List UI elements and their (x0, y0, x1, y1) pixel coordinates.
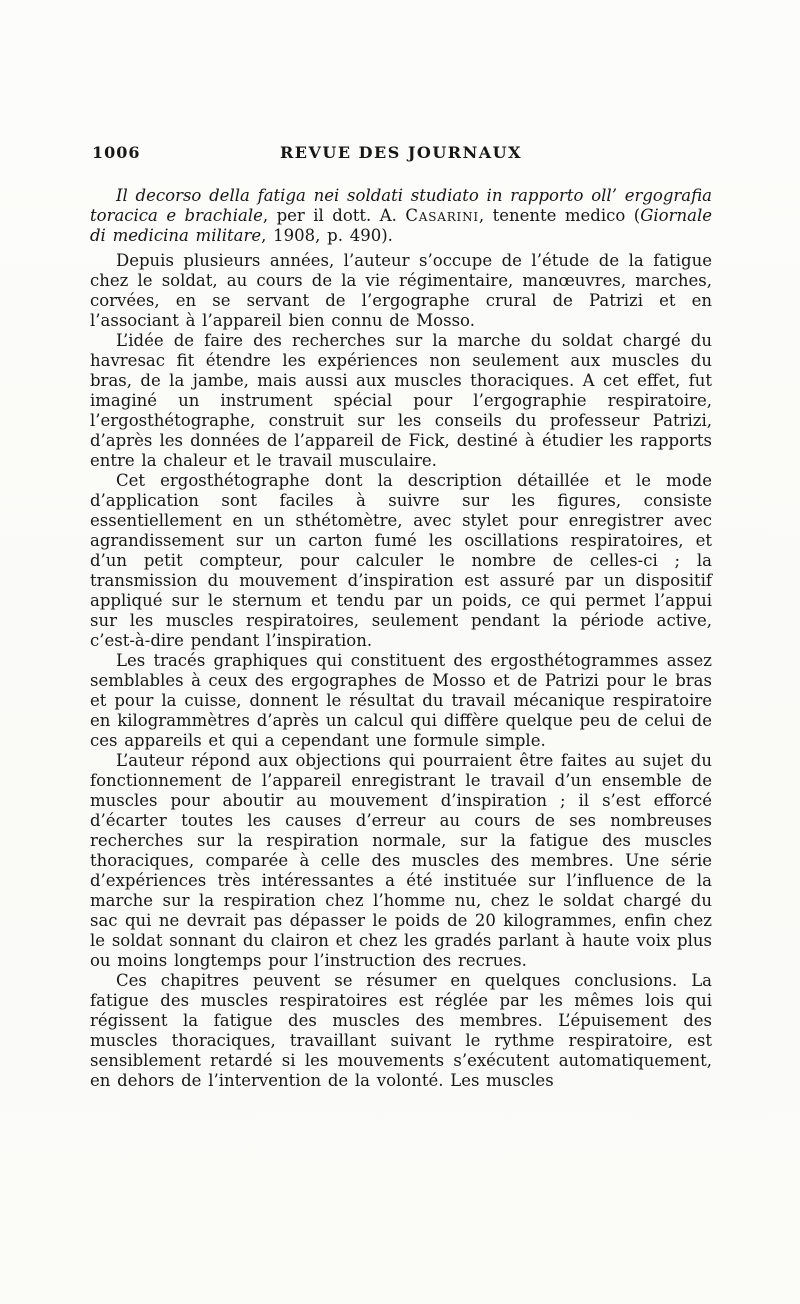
running-title: REVUE DES JOURNAUX (280, 143, 522, 162)
text-block (90, 143, 712, 1091)
citation-role: , tenente medico ( (478, 206, 641, 225)
page-number: 1006 (92, 143, 141, 162)
citation-paragraph (90, 186, 712, 246)
citation-journal: Giornale di medicina militare (90, 206, 712, 245)
body-paragraph-1: Depuis plusieurs années, l’auteur s’occupe de l’étude de la fatigue chez le soldat, au cours de la vie régimentaire, manœuvres, marches, corvées, en se servant de l’ergographe crural de Patrizi et en l’associant à l’appareil bien connu de Mosso. (90, 251, 712, 330)
body-paragraph-5: L’auteur répond aux objections qui pourraient être faites au sujet du fonctionnement de l’appareil enregistrant le travail d’un ensemble de muscles pour aboutir au mouvement d’inspiration ; il s’est efforcé d’écarter toutes les causes d’erreur au cours de ses nombreuses recherches sur la respiration normale, sur la fatigue des muscles thoraciques, comparée à celle des muscles des membres. Une série d’expériences très intéressantes a été instituée sur l’influence de la marche sur la respiration chez l’homme nu, chez le soldat chargé du sac qui ne devrait pas dépasser le poids de 20 kilogrammes, enfin chez le soldat sonnant du clairon et chez les gradés parlant à haute voix plus ou moins longtemps pour l’instruction des recrues. (90, 751, 712, 970)
article-body (90, 186, 712, 1091)
body-paragraph-4: Les tracés graphiques qui constituent des ergosthétogrammes assez semblables à ceux des ergographes de Mosso et de Patrizi pour le bras et pour la cuisse, donnent le résultat du travail mécanique respiratoire en kilogrammètres d’après un calcul qui diffère quelque peu de celui de ces appareils et qui a cependant une formule simple. (90, 651, 712, 750)
body-paragraph-3: Cet ergosthétographe dont la description détaillée et le mode d’application sont faciles à suivre sur les figures, consiste essentiellement en un sthétomètre, avec stylet pour enregistrer avec agrandissement sur un carton fumé les oscillations respiratoires, et d’un petit compteur, pour calculer le nombre de celles-ci ; la transmission du mouvement d’inspiration est assuré par un dispositif appliqué sur le sternum et tendu par un poids, ce qui permet l’appui sur les muscles respiratoires, seulement pendant la période active, c’est-à-dire pendant l’inspiration. (90, 471, 712, 650)
body-paragraph-6: Ces chapitres peuvent se résumer en quelques conclusions. La fatigue des muscles respiratoires est réglée par les mêmes lois qui régissent la fatigue des muscles des membres. L’épuisement des muscles thoraciques, travaillant suivant le rythme respiratoire, est sensiblement retardé si les mouvements s’exécutent automatiquement, en dehors de l’intervention de la volonté. Les muscles (90, 971, 712, 1090)
citation-reference: , 1908, p. 490). (261, 226, 393, 245)
citation-byline: , per il dott. A. (262, 206, 406, 225)
citation-title: Il decorso della fatiga nei soldati studiato in rapporto oll’ ergografia toracica e brachiale (90, 186, 712, 225)
page-header (90, 143, 712, 163)
citation-author: Casarini (405, 206, 479, 225)
body-paragraph-2: L’idée de faire des recherches sur la marche du soldat chargé du havresac fit étendre les expériences non seulement aux muscles du bras, de la jambe, mais aussi aux muscles thoraciques. A cet effet, fut imaginé un instrument spécial pour l’ergographie respiratoire, l’ergosthétographe, construit sur les conseils du professeur Patrizi, d’après les données de l’appareil de Fick, destiné à étudier les rapports entre la chaleur et le travail musculaire. (90, 331, 712, 470)
